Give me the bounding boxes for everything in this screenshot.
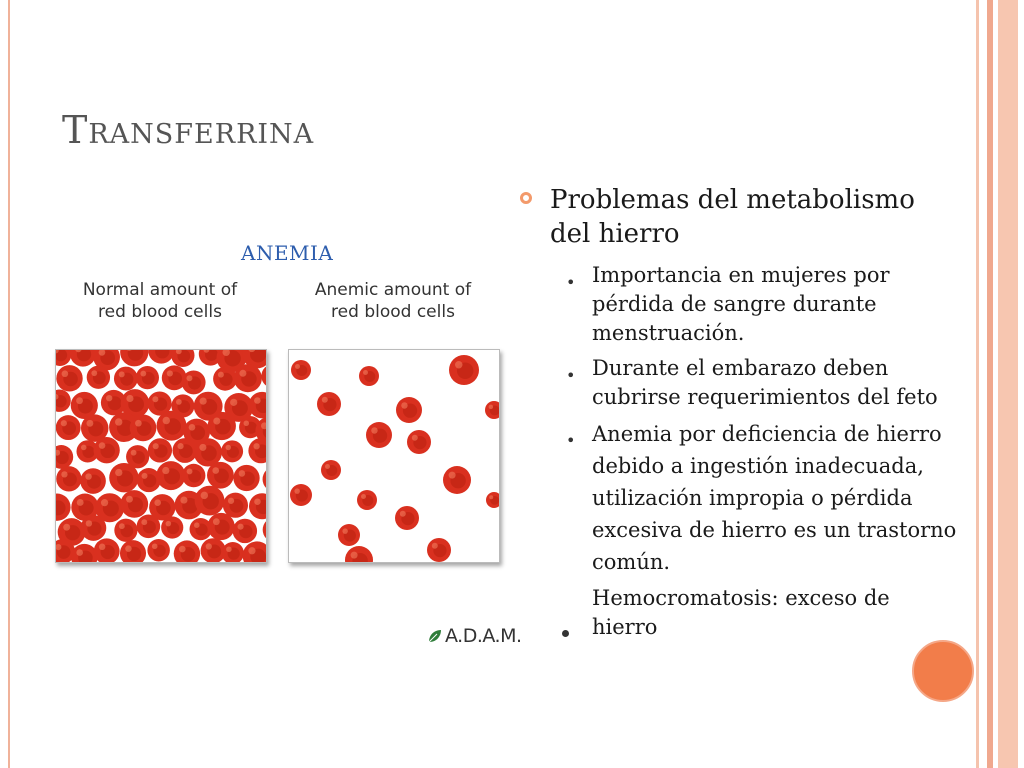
normal-label-line-1: Normal amount of	[82, 280, 238, 300]
red-blood-cell	[234, 364, 262, 392]
anemic-panel-label	[288, 279, 498, 323]
sub-bullet-text: Hemocromatosis: exceso de hierro	[592, 586, 890, 639]
red-blood-cell	[290, 484, 312, 506]
blood-cells-illustration	[55, 275, 525, 655]
red-blood-cell	[171, 350, 194, 367]
red-blood-cell	[222, 542, 244, 562]
sub-bullet-text: Anemia por deficiencia de hierro debido a ingestión inadecuada, utilización impropia o pérdida excesiva de hierro es un trastorno común.	[592, 422, 957, 574]
right-border-line-3	[998, 0, 1018, 768]
red-blood-cell	[243, 541, 266, 562]
bullet-ring-icon	[520, 192, 532, 204]
red-blood-cell	[56, 494, 71, 521]
sub-bullet-item	[560, 261, 960, 348]
red-blood-cell	[148, 438, 172, 462]
bullet-dot-icon: •	[566, 431, 576, 450]
normal-cells-graphic	[56, 350, 266, 562]
red-blood-cell	[182, 370, 206, 394]
red-blood-cell	[317, 392, 341, 416]
red-blood-cell	[195, 486, 225, 516]
red-blood-cell	[395, 506, 419, 530]
red-blood-cell	[208, 412, 236, 440]
red-blood-cell	[248, 438, 266, 463]
anemic-label-line-2: red blood cells	[331, 302, 455, 322]
decorative-circle	[912, 640, 974, 702]
red-blood-cell	[357, 490, 377, 510]
red-blood-cell	[207, 462, 234, 489]
content-area	[520, 183, 960, 648]
main-bullet-text: Problemas del metabolismo del hierro	[550, 185, 915, 249]
red-blood-cell	[182, 464, 205, 487]
left-border-line	[8, 0, 10, 768]
red-blood-cell	[263, 467, 266, 492]
red-blood-cell	[56, 390, 71, 412]
sub-bullet-list	[520, 261, 960, 642]
anemic-label-line-1: Anemic amount of	[314, 280, 472, 300]
red-blood-cell	[161, 516, 183, 538]
bullet-dot-icon	[562, 630, 569, 637]
red-blood-cell	[147, 539, 169, 561]
red-blood-cell	[321, 460, 341, 480]
red-blood-cell	[407, 430, 431, 454]
bullet-dot-icon: •	[566, 366, 576, 385]
red-blood-cell	[172, 438, 197, 463]
red-blood-cell	[56, 365, 82, 391]
red-blood-cell	[80, 468, 106, 494]
red-blood-cell	[233, 465, 259, 491]
red-blood-cell	[174, 540, 200, 562]
normal-panel-label	[55, 279, 265, 323]
red-blood-cell	[485, 401, 499, 419]
red-blood-cell	[366, 422, 392, 448]
anemic-cells-box	[288, 349, 500, 563]
normal-label-line-2: red blood cells	[98, 302, 222, 322]
red-blood-cell	[56, 350, 71, 366]
main-bullet	[520, 183, 960, 251]
red-blood-cell	[130, 415, 157, 442]
image-caption: ANEMIA	[241, 241, 334, 265]
anemic-cells-graphic	[289, 350, 499, 562]
red-blood-cell	[121, 490, 149, 518]
bullet-dot-icon: •	[566, 273, 576, 292]
red-blood-cell	[87, 366, 110, 389]
right-border-line-1	[976, 0, 979, 768]
red-blood-cell	[261, 364, 266, 388]
red-blood-cell	[486, 492, 499, 508]
red-blood-cell	[427, 538, 451, 562]
red-blood-cell	[291, 360, 311, 380]
red-blood-cell	[94, 437, 120, 463]
red-blood-cell	[443, 466, 471, 494]
red-blood-cell	[207, 513, 234, 540]
sub-bullet-item	[560, 418, 960, 578]
adam-logo	[427, 625, 522, 647]
red-blood-cell	[157, 411, 187, 441]
sub-bullet-item	[560, 584, 960, 642]
red-blood-cell	[71, 544, 98, 562]
red-blood-cell	[114, 519, 137, 542]
red-blood-cell	[136, 366, 159, 389]
sub-bullet-text: Durante el embarazo deben cubrirse requerimientos del feto	[592, 356, 938, 409]
red-blood-cell	[81, 515, 107, 541]
red-blood-cell	[201, 538, 226, 562]
normal-cells-box	[55, 349, 267, 563]
red-blood-cell	[338, 524, 360, 546]
red-blood-cell	[70, 350, 96, 367]
red-blood-cell	[94, 538, 120, 562]
red-blood-cell	[213, 367, 237, 391]
red-blood-cell	[120, 540, 146, 562]
right-border-line-2	[987, 0, 993, 768]
sub-bullet-item	[560, 354, 960, 412]
red-blood-cell	[56, 415, 81, 440]
red-blood-cell	[109, 463, 138, 492]
red-blood-cell	[345, 546, 373, 562]
red-blood-cell	[449, 355, 479, 385]
red-blood-cell	[233, 519, 257, 543]
red-blood-cell	[396, 397, 422, 423]
red-blood-cell	[56, 466, 81, 491]
red-blood-cell	[156, 461, 185, 490]
sub-bullet-text: Importancia en mujeres por pérdida de sangre durante menstruación.	[592, 263, 890, 345]
red-blood-cell	[137, 515, 161, 539]
leaf-icon	[427, 628, 443, 644]
red-blood-cell	[359, 366, 379, 386]
slide-title: Transferrina	[62, 108, 315, 152]
red-blood-cell	[249, 493, 266, 519]
red-blood-cell	[148, 350, 174, 364]
logo-text: A.D.A.M.	[445, 625, 522, 647]
red-blood-cell	[263, 517, 266, 542]
red-blood-cell	[56, 445, 73, 469]
red-blood-cell	[221, 440, 243, 462]
red-blood-cell	[114, 367, 138, 391]
red-blood-cell	[120, 350, 148, 366]
